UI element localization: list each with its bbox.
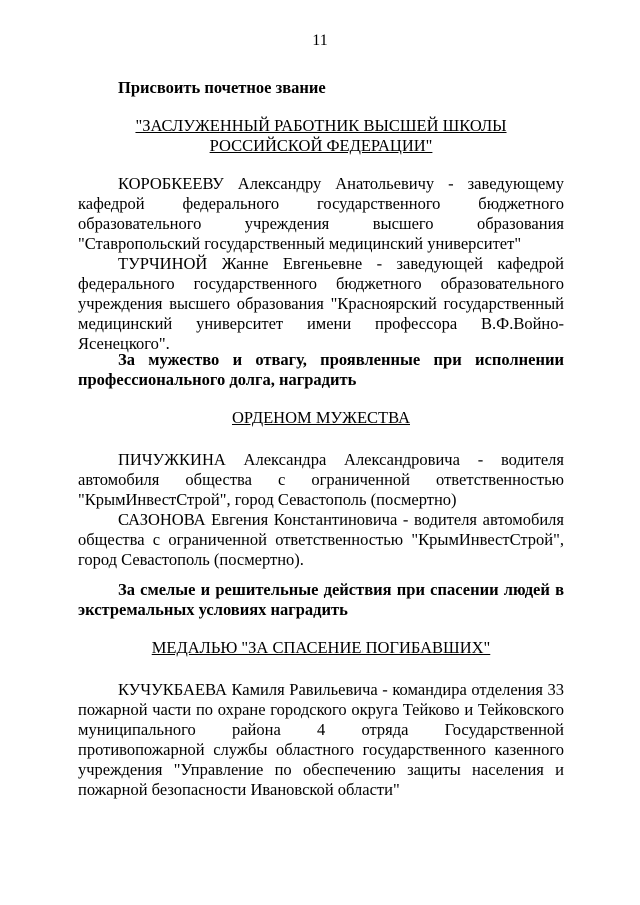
section1-body [78,174,564,354]
section2-body [78,450,564,570]
intro-heading: Присвоить почетное звание [118,78,326,97]
section1-title-line2: РОССИЙСКОЙ ФЕДЕРАЦИИ" [209,136,433,155]
award-paragraph-turchina: ТУРЧИНОЙ Жанне Евгеньевне - заведующей кафедрой федерального государственного бюджетного образовательного учреждения высшего образования "Красноярский государственный медицинский университет имени профессора В.Ф.Войно-Ясенецкого". [78,254,564,353]
award-paragraph-sazonov: САЗОНОВА Евгения Константиновича - водителя автомобиля общества с ограниченной ответственностью "КрымИнвестСтрой", город Севастополь (посмертно). [78,510,564,569]
page-number: 11 [312,32,328,49]
section1-title-line1: "ЗАСЛУЖЕННЫЙ РАБОТНИК ВЫСШЕЙ ШКОЛЫ [135,116,507,135]
section3-title: МЕДАЛЬЮ "ЗА СПАСЕНИЕ ПОГИБАВШИХ" [151,638,491,657]
award-paragraph-kuchukbaev: КУЧУКБАЕВА Камиля Равильевича - командира отделения 33 пожарной части по охране городского округа Тейково и Тейковского муниципального района 4 отряда Государственной противопожарной службы областного государственного казенного учреждения "Управление по обеспечению защиты населения и пожарной безопасности Ивановской области" [78,680,564,799]
section3-heading-block [78,580,564,620]
section2-heading: За мужество и отвагу, проявленные при исполнении профессионального долга, наградить [78,350,564,389]
award-paragraph-korobkeev: КОРОБКЕЕВУ Александру Анатольевичу - заведующему кафедрой федерального государственного бюджетного образовательного учреждения высшего образования "Ставропольский государственный медицинский университет" [78,174,564,253]
section2-title: ОРДЕНОМ МУЖЕСТВА [232,408,410,427]
section2-heading-block [78,350,564,390]
section3-body [78,680,564,800]
section3-heading: За смелые и решительные действия при спасении людей в экстремальных условиях наградить [78,580,564,619]
award-paragraph-pichuzhkin: ПИЧУЖКИНА Александра Александровича - водителя автомобиля общества с ограниченной ответственностью "КрымИнвестСтрой", город Севастополь (посмертно) [78,450,564,509]
section1-title [78,116,564,156]
